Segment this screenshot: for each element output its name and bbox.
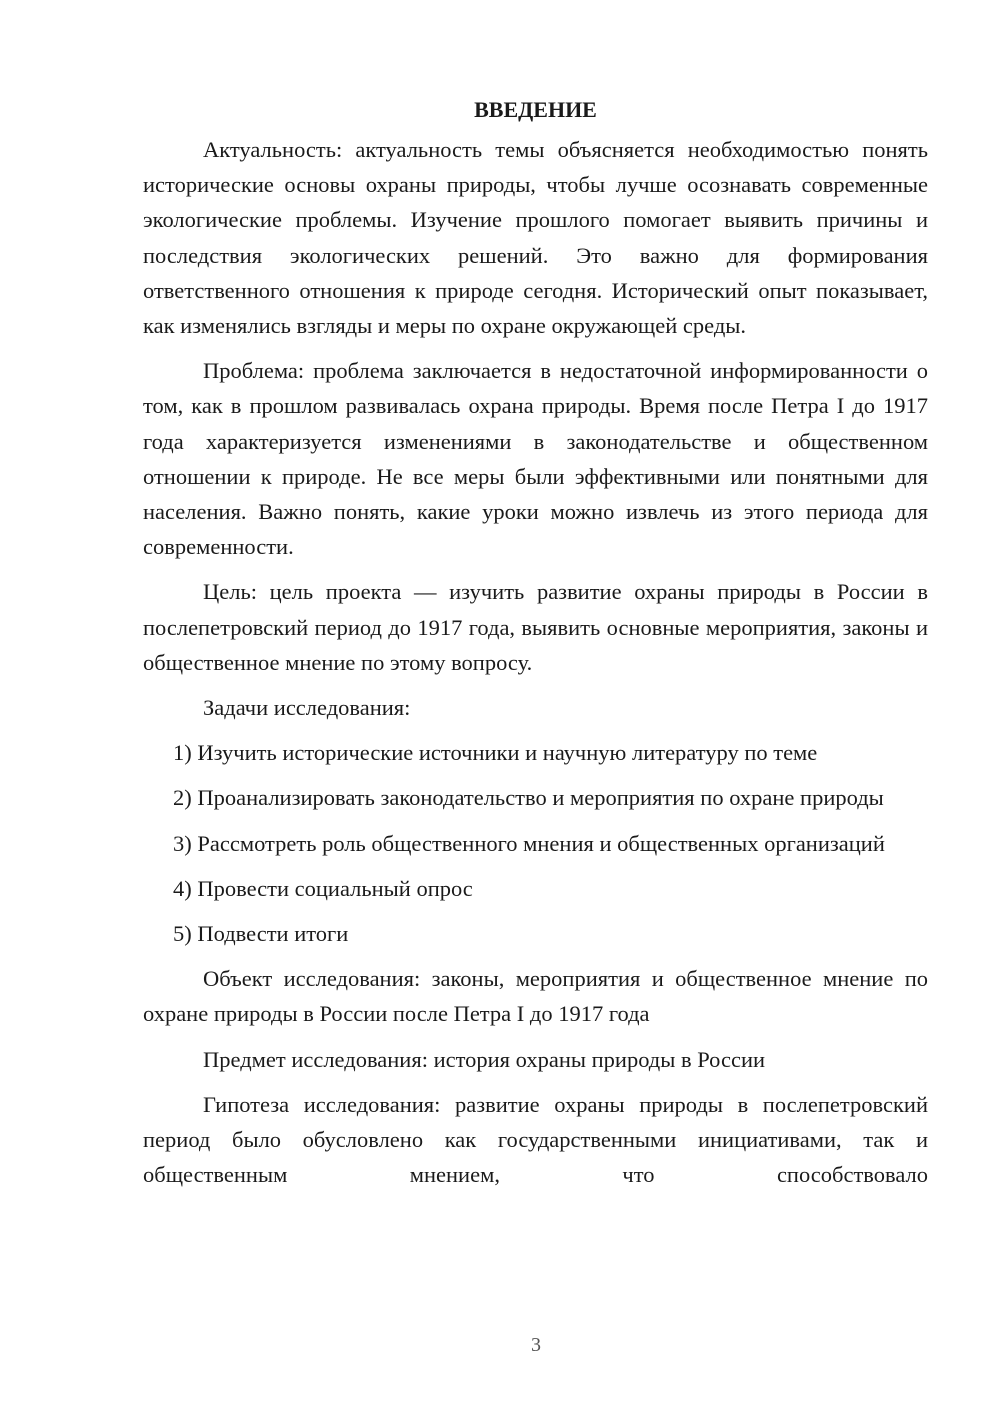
problem-paragraph: Проблема: проблема заключается в недостаточной информированности о том, как в прошлом развивалась охрана природы. Время после Петра I до 1917 года характеризуется изменениями в законодательстве и общественном отношении к природе. Не все меры были эффективными или понятными для населения. Важно понять, какие уроки можно извлечь из этого периода для современности. [143,358,928,560]
page-number: 3 [531,1334,541,1356]
task-item-4: 4) Провести социальный опрос [173,875,473,901]
task-item-2: 2) Проанализировать законодательство и мероприятия по охране природы [173,785,884,811]
object-paragraph: Объект исследования: законы, мероприятия и общественное мнение по охране природы в России после Петра I до 1917 года [143,966,928,1027]
task-item-5: 5) Подвести итоги [173,921,349,947]
task-item-1: 1) Изучить исторические источники и научную литературу по теме [173,740,818,766]
subject-paragraph: Предмет исследования: история охраны природы в России [203,1046,766,1072]
task-item-3: 3) Рассмотреть роль общественного мнения и общественных организаций [173,830,885,856]
hypothesis-paragraph: Гипотеза исследования: развитие охраны природы в послепетровский период было обусловлено как государственными инициативами, так и общественным мнением, что способствовало [143,1091,928,1188]
section-heading: ВВЕДЕНИЕ [474,97,597,122]
relevance-paragraph: Актуальность: актуальность темы объясняется необходимостью понять исторические основы охраны природы, чтобы лучше осознавать современные экологические проблемы. Изучение прошлого помогает выявить причины и последствия экологических решений. Это важно для формирования ответственного отношения к природе сегодня. Исторический опыт показывает, как изменялись взгляды и меры по охране окружающей среды. [143,137,928,339]
tasks-title: Задачи исследования: [203,695,411,721]
goal-paragraph: Цель: цель проекта — изучить развитие охраны природы в России в послепетровский период до 1917 года, выявить основные мероприятия, законы и общественное мнение по этому вопросу. [143,579,928,675]
document-page [143,92,928,1202]
